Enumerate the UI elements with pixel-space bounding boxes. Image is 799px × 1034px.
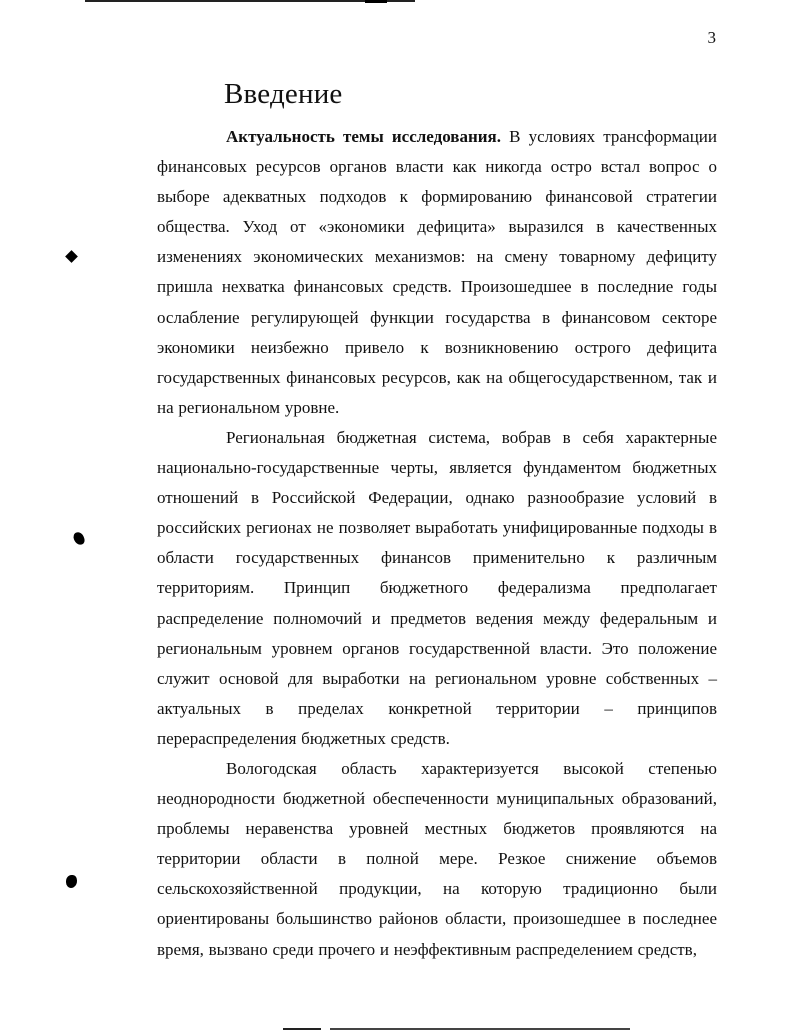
- paragraph-lead-bold: Актуальность темы исследования.: [226, 127, 501, 146]
- bottom-scan-rule: [330, 1028, 630, 1030]
- top-scan-mark: [365, 0, 387, 3]
- paragraph-vologda: Вологодская область характеризуется высокой степенью неоднородности бюджетной обеспеченности муниципальных образований, проблемы неравенства уровней местных бюджетов проявляются на территории области в полной мере. Резкое снижение объемов сельскохозяйственной продукции, на которую традиционно были ориентированы большинство районов области, произошедшее в последнее время, вызвано среди прочего и неэффективным распределением средств,: [157, 758, 717, 959]
- margin-bullet-mark: [65, 250, 78, 263]
- margin-bullet-mark: [66, 875, 77, 888]
- paragraph-text: В условиях трансформации финансовых ресурсов органов власти как никогда остро встал вопрос о выборе адекватных подходов к формированию финансовой стратегии общества. Уход от «экономики дефицита» выразился в качественных изменениях экономических механизмов: на смену товарному дефициту пришла нехватка финансовых средств. Произошедшее в последние годы ослабление регулирующей функции государства в финансовом секторе экономики неизбежно привело к возникновению острого дефицита государственных финансовых ресурсов, как на общегосударственном, так и на региональном уровне.: [157, 127, 717, 417]
- document-body: [157, 122, 717, 965]
- bottom-scan-rule: [283, 1028, 321, 1030]
- paragraph-relevance: [157, 122, 717, 423]
- page-number: 3: [707, 28, 716, 47]
- margin-bullet-mark: [72, 531, 86, 547]
- section-heading: Введение: [224, 78, 343, 110]
- paragraph-regional-budget: Региональная бюджетная система, вобрав в себя характерные национально-государственные черты, является фундаментом бюджетных отношений в Российской Федерации, однако разнообразие условий в российских регионах не позволяет выработать унифицированные подходы в области государственных финансов применительно к различным территориям. Принцип бюджетного федерализма предполагает распределение полномочий и предметов ведения между федеральным и региональным уровнем органов государственной власти. Это положение служит основой для выработки на региональном уровне собственных – актуальных в пределах конкретной территории – принципов перераспределения бюджетных средств.: [157, 427, 717, 748]
